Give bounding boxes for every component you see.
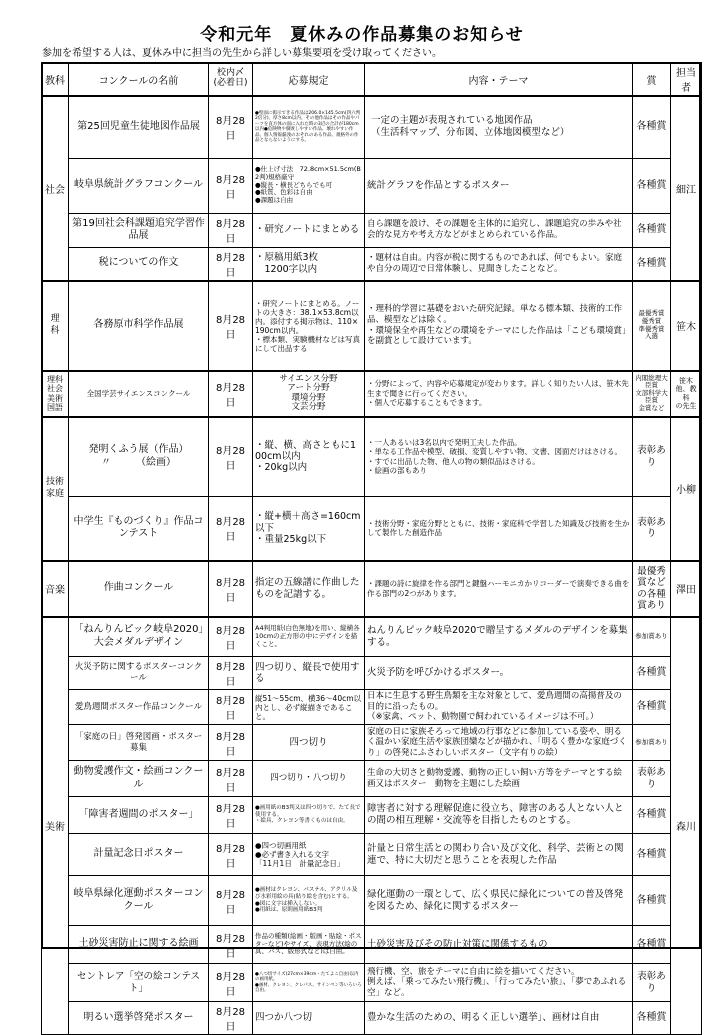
header-rules: 応募規定 [253,63,365,97]
contest-name: 「家庭の日」啓発図画・ポスター募集 [69,725,209,761]
rules: ・研究ノートにまとめる。ノートの大きさ：38.1×53.8cm以内。添付する掲示物は、110×190cm以内。 ・標本類、実験機材などは写真にして出品する [253,281,365,371]
prize: 各種賞 [633,96,671,158]
theme: ねんりんピック岐阜2020で贈呈するメダルのデザインを募集する。 [365,617,633,657]
contest-name: 愛鳥週間ポスター作品コンクール [69,690,209,725]
prize: 各種賞 [633,876,671,926]
rules: 四つ切り・八つ切り [253,761,365,797]
table-header-row [42,63,702,97]
prize: 最優秀賞などの各種賞あり [633,561,671,617]
deadline: 8月28日 [209,834,253,876]
prize: 表彰あり [633,417,671,497]
theme: 緑化運動の一環として、広く県民に緑化についての普及啓発を図るため、緑化に関するポスター [365,876,633,926]
prize: 参加賞あり [633,725,671,761]
theme: 自ら課題を設け、その課題を主体的に追究し、課題追究の歩みや社会的な見方や考え方などがまとめられている作品。 [365,213,633,247]
contest-name: 発明くふう展（作品） 〃 （絵画） [69,417,209,497]
theme: 火災予防を呼びかけるポスター。 [365,657,633,690]
subject-art: 美術 [42,617,69,1035]
theme: 障害者に対する理解促進に役立ち、障害のある人とない人との間の相互理解・交流等を目指したものとする。 [365,797,633,834]
page-title: 令和元年 夏休みの作品募集のお知らせ [200,25,524,45]
deadline: 8月28日 [209,657,253,690]
header-teacher: 担当者 [671,63,702,97]
table-row [42,834,702,876]
rules: ●四つ切画用紙 ●必ず書き入れる文字 「11月1日 計量記念日」 [253,834,365,876]
header-subject: 教科 [42,63,69,97]
table-row [42,561,702,617]
contest-name: 税についての作文 [69,247,209,281]
subject-tech [42,417,69,561]
teacher-music: 澤田 [671,561,702,617]
deadline: 8月28日 [209,158,253,213]
contest-name: セントレア「空の絵コンテスト」 [69,964,209,1002]
rules: 作品の種類(絵画・版画・貼絵・ポスターなど)やサイズ、表現方法(絵の具、パス、版形式など)は自由。 [253,926,365,964]
prize: 表彰あり [633,761,671,797]
deadline: 8月28日 [209,417,253,497]
table-row [42,657,702,690]
table-row [42,96,702,158]
table-row [42,725,702,761]
rules: ●仕上げ寸法 72.8cm×51.5cm(B2判)規格厳守 ●縦長・横長どちらでも可 ●紙質、色彩は自由 ●課題は自由 [253,158,365,213]
subject-science-line1: 理 [50,313,60,324]
subject-mixed-line3: 美術 [47,393,63,403]
contest-name: 第25回児童生徒地図作品展 [69,96,209,158]
contest-name: 第19回社会科課題追究学習作品展 [69,213,209,247]
deadline: 8月28日 [209,371,253,417]
deadline: 8月28日 [209,1002,253,1035]
teacher-science: 笹木 [671,281,702,371]
prize: 各種賞 [633,213,671,247]
deadline: 8月28日 [209,964,253,1002]
rules: 四つ切り [253,725,365,761]
theme: ・一人あるいは3名以内で発明工夫した作品。 ・単なる工作品や模型、破損、変質しやすい物、文書、図面だけはさける。 ・すでに出品した物、他人の物の類似品はさける。 ・絵画の部もあり [365,417,633,497]
teacher-mixed-line2: 他、教科 [675,385,697,402]
theme: 家庭の日に家族そろって地域の行事などに参加している姿や、明るく温かい家庭生活や家族団欒などが描かれ、「明るく豊かな家庭づくり」の啓発にふさわしいポスター（文字有りの絵） [365,725,633,761]
rules: 四つか八つ切 [253,1002,365,1035]
deadline: 8月28日 [209,690,253,725]
subject-tech-line1: 技術 [45,476,64,487]
subject-science-line2: 科 [50,325,60,336]
deadline: 8月28日 [209,876,253,926]
contest-name: 「ねんりんピック岐阜2020」大会メダルデザイン [69,617,209,657]
theme: 豊かな生活のための、明るく正しい選挙」、画材は自由 [365,1002,633,1035]
header-contest: コンクールの名前 [69,63,209,97]
rules: ●画材はクレヨン、パステル、アクリル及び水彩用絵の具(貼り絵を含む)とする。 ●図に文字は挿入しない。 ●用紙は、原則画用紙B3判 [253,876,365,926]
header-deadline [209,63,253,97]
teacher-mixed [671,371,702,417]
table-row [42,371,702,417]
deadline: 8月28日 [209,281,253,371]
contest-name: 中学生『ものづくり』作品コンテスト [69,497,209,561]
header-prize: 賞 [633,63,671,97]
theme: 飛行機、空、旅をテーマに自由に絵を描いてください。 例えば、「乗ってみたい飛行機」、「行ってみたい旅」、「夢であふれる空」など。 [365,964,633,1002]
header-theme: 内容・テーマ [365,63,633,97]
theme: 日本に生息する野生鳥類を主な対象として、愛鳥週間の高揚普及の目的に沿ったもの。 （※家禽、ペット、動物園で飼われているイメージは不可。） [365,690,633,725]
subject-mixed [42,371,69,417]
subject-music: 音楽 [42,561,69,617]
prize: 参加賞あり [633,617,671,657]
deadline: 8月28日 [209,761,253,797]
contest-table [41,62,702,1035]
theme: 統計グラフを作品とするポスター [365,158,633,213]
deadline: 8月28日 [209,96,253,158]
contest-name: 岐阜県統計グラフコンクール [69,158,209,213]
subject-science [42,281,69,371]
contest-name: 火災予防に関するポスターコンクール [69,657,209,690]
deadline: 8月28日 [209,213,253,247]
theme: ・課題の詩に旋律を作る部門と鍵盤ハーモニカかリコーダーで演奏できる曲を作る部門の2つがあります。 [365,561,633,617]
prize: 各種賞 [633,797,671,834]
subject-mixed-line2: 社会 [47,384,63,394]
table-row [42,417,702,497]
rules: ・研究ノートにまとめる [253,213,365,247]
prize: 各種賞 [633,1002,671,1035]
table-row [42,761,702,797]
deadline: 8月28日 [209,561,253,617]
table-row [42,281,702,371]
teacher-mixed-line1: 笹木 [679,376,693,385]
prize: 表彰あり [633,497,671,561]
rules: 指定の五線譜に作曲したものを記譜する。 [253,561,365,617]
theme: 計量と日常生活との関わり合い及び文化、科学、芸術との関連で、特に大切だと思うことを表現した作品 [365,834,633,876]
table-row [42,964,702,1002]
intro-text: 参加を希望する人は、夏休み中に担当の先生から詳しい募集要項を受け取ってください。 [42,48,442,59]
header-deadline-line2: (必着日) [213,78,248,88]
rules: ●壁面に掲示できる作品は206.0×145.5cm(四六判2倍分)、厚さ8cm以内、その他作品はその作品やパーツを直方体の面に入れた時の3辺の合計が180cm以内●危険物や腐敗しやすい作品、壊れやすい作品、個人情報漏洩のおそれのある作品、規格外の作品とならないようにする。 [253,96,365,158]
table-row [42,797,702,834]
rules: サイエンス分野 アート分野 環境分野 文芸分野 [253,371,365,417]
rules: ・原稿用紙3枚 1200字以内 [253,247,365,281]
rules: ・縦+横＋高さ=160cm以下 ・重量25kg以下 [253,497,365,561]
prize: 各種賞 [633,247,671,281]
theme: 一定の主題が表現されている地図作品 （生活科マップ、分布図、立体地図模型など） [365,96,633,158]
table-row [42,617,702,657]
contest-name: 岐阜県緑化運動ポスターコンクール [69,876,209,926]
deadline: 8月28日 [209,725,253,761]
teacher-tech: 小柳 [671,417,702,561]
subject-mixed-line4: 国語 [47,402,63,412]
table-row [42,158,702,213]
theme: ・分野によって、内容や応募規定が変わります。詳しく知りたい人は、笹木先生まで聞きに行ってください。 ・個人で応募することもできます。 [365,371,633,417]
prize: 各種賞 [633,657,671,690]
prize: 最優秀賞 優秀賞 準優秀賞 入選 [633,281,671,371]
contest-name: 土砂災害防止に関する絵画 [69,926,209,964]
prize: 各種賞 [633,690,671,725]
prize: 表彰あり [633,964,671,1002]
table-row [42,247,702,281]
deadline: 8月28日 [209,247,253,281]
table-row [42,926,702,964]
table-row [42,213,702,247]
subject-social: 社会 [42,96,69,281]
rules: 四つ切り、縦長で使用する [253,657,365,690]
deadline: 8月28日 [209,617,253,657]
contest-name: 明るい選挙啓発ポスター [69,1002,209,1035]
deadline: 8月28日 [209,797,253,834]
teacher-art: 森川 [671,617,702,1035]
prize: 内閣総理大臣賞 文部科学大臣賞 金賞など [633,371,671,417]
teacher-social: 細江 [671,96,702,281]
theme: ・技術分野・家庭分野とともに、技術・家庭科で学習した知識及び技術を生かして製作した創造作品 [365,497,633,561]
rules: ・縦、横、高さともに100cm以内 ・20kg以内 [253,417,365,497]
rules: ●八つ切サイズ(27cm×39cm・たてよこ自由)以内の画用紙。 ●画材、クレヨン、クレパス、サインペン等いろいろ自由。 [253,964,365,1002]
deadline: 8月28日 [209,497,253,561]
rules: ●画用紙のB3判又は四つ切りで、たて長で使用する。 ・絵具、クレヨン等書くものは自由。 [253,797,365,834]
prize: 各種賞 [633,926,671,964]
contest-name: 各務原市科学作品展 [69,281,209,371]
rules: A4判用紙(白色無地)を用い、縦横各10cmの正方形の中にデザインを描くこと。 [253,617,365,657]
table-row [42,876,702,926]
contest-name: 「障害者週間のポスター」 [69,797,209,834]
prize: 各種賞 [633,158,671,213]
rules: 縦51～55cm、横36～40cm以内とし、必ず縦描きであること。 [253,690,365,725]
theme: ・理科的学習に基礎をおいた研究記録。単なる標本類、技術的工作品、模型などは除く。 ・環境保全や再生などの環境をテーマにした作品は「こども環境賞」を副賞として設けています。 [365,281,633,371]
table-row [42,690,702,725]
theme: 生命の大切さと動物愛護、動物の正しい飼い方等をテーマとする絵画又はポスター 動物を主題にした絵画 [365,761,633,797]
subject-tech-line2: 家庭 [45,488,64,499]
theme: 土砂災害及びその防止対策に関係するもの [365,926,633,964]
header-deadline-line1: 校内〆 [216,68,244,79]
contest-name: 動物愛護作文・絵画コンクール [69,761,209,797]
table-row [42,497,702,561]
theme: ・題材は自由。内容が税に関するものであれば、何でもよい。家庭や自分の周辺で日常体験し、見聞きしたことなど。 [365,247,633,281]
contest-name: 作曲コンクール [69,561,209,617]
contest-name: 全国学芸サイエンスコンクール [69,371,209,417]
contest-name: 計量記念日ポスター [69,834,209,876]
table-row [42,1002,702,1035]
teacher-mixed-line3: の先生 [675,401,697,410]
deadline: 8月28日 [209,926,253,964]
prize: 各種賞 [633,834,671,876]
subject-mixed-line1: 理科 [47,375,63,385]
